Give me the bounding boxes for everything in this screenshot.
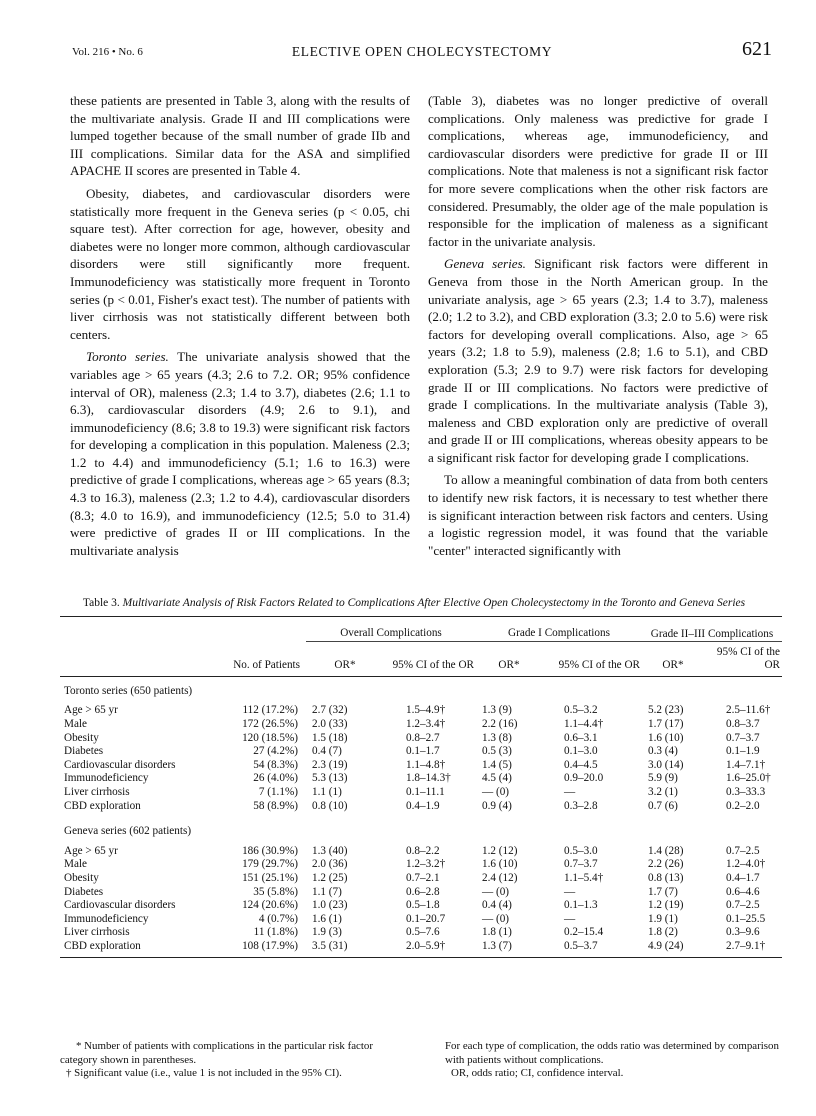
odds-ratio-cell: 0.5 (3): [482, 745, 512, 758]
col-header-or: OR*: [334, 659, 356, 672]
odds-ratio-cell: 0.8 (10): [312, 799, 348, 812]
odds-ratio-cell: 4.9 (24): [648, 939, 684, 952]
patients-cell: 179 (29.7%): [242, 858, 298, 871]
odds-ratio-cell: 2.2 (26): [648, 858, 684, 871]
risk-factor: Age > 65 yr: [64, 844, 118, 857]
ci-cell: 0.1–1.3: [564, 899, 598, 912]
ci-cell: —: [564, 885, 576, 898]
ci-cell: 1.2–4.0†: [726, 858, 766, 871]
patients-cell: 35 (5.8%): [253, 885, 298, 898]
col-header-patients: No. of Patients: [233, 659, 300, 672]
risk-factor: Diabetes: [64, 745, 104, 758]
paragraph-body: The univariate analysis showed that the variables age > 65 years (4.3; 2.6 to 7.2. OR; 95% confidence interval of OR), maleness (2.3; 1.4 to 3.7), diabetes (2.6; 1.1 to 6.3), cardiovascular disorders (4.9; 2.6 to 9.1), and immunodeficiency (8.6; 3.8 to 19.3) were significant risk factors for developing a complication in this population. Maleness (2.3; 1.2 to 4.4) and immunodeficiency (5.1; 1.6 to 16.3) were predictive of grade I complications, whereas age > 65 years (8.3; 4.3 to 16.3), maleness (2.3; 1.2 to 4.4), cardiovascular disorders (8.3; 4.0 to 16.9), and immunodeficiency (12.5; 5.0 to 31.4) were predictive of grades II or III complications. In the multivariate analysis: [70, 349, 411, 558]
ci-cell: 0.9–20.0: [564, 772, 604, 785]
ci-cell: 0.1–20.7: [406, 912, 446, 925]
ci-cell: 0.5–3.2: [564, 704, 598, 717]
patients-cell: 108 (17.9%): [242, 939, 298, 952]
ci-cell: 0.8–2.7: [406, 731, 440, 744]
table-caption-text: Multivariate Analysis of Risk Factors Related to Complications After Elective Open Cholecystectomy in the Toronto and Geneva Series: [122, 597, 746, 609]
odds-ratio-cell: 1.7 (17): [648, 717, 684, 730]
ci-cell: 0.3–2.8: [564, 799, 598, 812]
ci-cell: 0.1–3.0: [564, 745, 598, 758]
odds-ratio-cell: 1.9 (1): [648, 912, 678, 925]
ci-cell: 1.1–4.4†: [564, 717, 604, 730]
paragraph-lead: Toronto series.: [86, 349, 169, 365]
risk-factor: Male: [64, 717, 87, 730]
odds-ratio-cell: 3.2 (1): [648, 785, 678, 798]
odds-ratio-cell: 1.4 (5): [482, 758, 512, 771]
odds-ratio-cell: 1.9 (3): [312, 926, 342, 939]
table-row: [60, 704, 782, 718]
odds-ratio-cell: 5.2 (23): [648, 704, 684, 717]
left-text-column: [70, 92, 410, 559]
odds-ratio-cell: 1.8 (2): [648, 926, 678, 939]
patients-cell: 26 (4.0%): [253, 772, 298, 785]
paragraph: these patients are presented in Table 3, along with the results of the multivariate analysis. Grade II and III complications were lumped together because of the small number of grade IIb and III complications. Similar data for the ASA and simplified APACHE II scores are presented in Table 4.: [70, 93, 410, 179]
ci-cell: 0.4–4.5: [564, 758, 598, 771]
col-header-ci: 95% CI of the OR: [558, 659, 640, 672]
odds-ratio-cell: 5.9 (9): [648, 772, 678, 785]
ci-cell: 0.1–25.5: [726, 912, 766, 925]
odds-ratio-cell: 1.0 (23): [312, 899, 348, 912]
ci-cell: 0.2–15.4: [564, 926, 604, 939]
odds-ratio-cell: 0.7 (6): [648, 799, 678, 812]
odds-ratio-cell: — (0): [482, 885, 510, 898]
ci-cell: 0.6–4.6: [726, 885, 760, 898]
ci-cell: 0.3–9.6: [726, 926, 760, 939]
right-text-column: [428, 92, 768, 559]
ci-cell: 0.5–7.6: [406, 926, 440, 939]
ci-cell: —: [564, 785, 576, 798]
odds-ratio-cell: 1.3 (7): [482, 939, 512, 952]
table-row: [60, 926, 782, 940]
paragraph-lead: Geneva series.: [444, 256, 526, 272]
ci-cell: 0.8–3.7: [726, 717, 760, 730]
odds-ratio-cell: 1.2 (19): [648, 899, 684, 912]
table-row: [60, 940, 782, 954]
odds-ratio-cell: 2.0 (36): [312, 858, 348, 871]
odds-ratio-cell: 4.5 (4): [482, 772, 512, 785]
table-label: Table 3.: [82, 597, 120, 609]
ci-cell: 0.4–1.9: [406, 799, 440, 812]
paragraph-toronto-series: [70, 348, 410, 559]
patients-cell: 151 (25.1%): [242, 871, 298, 884]
risk-factor: Immunodeficiency: [64, 772, 149, 785]
ci-cell: 0.8–2.2: [406, 844, 440, 857]
patients-cell: 186 (30.9%): [242, 844, 298, 857]
patients-cell: 11 (1.8%): [253, 926, 298, 939]
ci-cell: 1.8–14.3†: [406, 772, 451, 785]
footnote: For each type of complication, the odds ratio was determined by comparison with patients without complications.: [445, 1040, 779, 1066]
odds-ratio-cell: 1.2 (25): [312, 871, 348, 884]
table-caption: [44, 597, 784, 609]
risk-factor: Obesity: [64, 871, 99, 884]
running-header: [72, 38, 772, 68]
ci-cell: 0.4–1.7: [726, 871, 760, 884]
odds-ratio-cell: — (0): [482, 912, 510, 925]
odds-ratio-cell: 2.0 (33): [312, 717, 348, 730]
footnotes-left: [60, 1040, 405, 1081]
footnote: † Significant value (i.e., value 1 is not included in the 95% CI).: [66, 1067, 342, 1079]
paragraph-geneva-series: [428, 255, 768, 466]
footnote: * Number of patients with complications in the particular risk factor category shown in parentheses.: [60, 1040, 373, 1066]
odds-ratio-cell: 1.2 (12): [482, 844, 518, 857]
risk-factor: Age > 65 yr: [64, 704, 118, 717]
patients-cell: 54 (8.3%): [253, 758, 298, 771]
odds-ratio-cell: 1.6 (1): [312, 912, 342, 925]
ci-cell: 0.1–1.7: [406, 745, 440, 758]
table-row: [60, 913, 782, 927]
patients-cell: 4 (0.7%): [258, 912, 298, 925]
risk-factor: Liver cirrhosis: [64, 926, 130, 939]
odds-ratio-cell: 1.3 (8): [482, 731, 512, 744]
risk-factor: Obesity: [64, 731, 99, 744]
page-number: 621: [742, 38, 772, 60]
patients-cell: 124 (20.6%): [242, 899, 298, 912]
odds-ratio-cell: 1.3 (9): [482, 704, 512, 717]
paragraph: Obesity, diabetes, and cardiovascular disorders were statistically more frequent in the Geneva series (p < 0.05, chi square test). After correction for age, however, obesity and diabetes were no longer more common, although cardiovascular disorders were still significantly more frequent. Immunodeficiency was statistically more frequent in Toronto series (p < 0.01, Fisher's exact test). The number of patients with liver cirrhosis was not statistically different between both centers.: [70, 185, 410, 342]
patients-cell: 27 (4.2%): [253, 745, 298, 758]
table-row: [60, 786, 782, 800]
odds-ratio-cell: 1.1 (1): [312, 785, 342, 798]
ci-cell: 0.6–2.8: [406, 885, 440, 898]
running-title: ELECTIVE OPEN CHOLECYSTECTOMY: [291, 44, 553, 59]
group-header-overall: Overall Complications: [306, 619, 476, 641]
risk-factor: CBD exploration: [64, 799, 141, 812]
ci-cell: 1.5–4.9†: [406, 704, 446, 717]
risk-factor: Cardiovascular disorders: [64, 899, 176, 912]
ci-cell: 2.7–9.1†: [726, 939, 766, 952]
odds-ratio-cell: 1.8 (1): [482, 926, 512, 939]
col-header-ci: 95% CI of the OR: [716, 645, 780, 672]
odds-ratio-cell: 3.0 (14): [648, 758, 684, 771]
odds-ratio-cell: 0.9 (4): [482, 799, 512, 812]
section-row: [60, 683, 782, 705]
ci-cell: 0.1–11.1: [406, 785, 445, 798]
odds-ratio-cell: 0.4 (4): [482, 899, 512, 912]
table-row: [60, 772, 782, 786]
section-title: Geneva series (602 patients): [64, 825, 192, 838]
patients-cell: 7 (1.1%): [258, 785, 298, 798]
odds-ratio-cell: 1.1 (7): [312, 885, 342, 898]
ci-cell: 0.7–3.7: [564, 858, 598, 871]
table-row: [60, 800, 782, 814]
ci-cell: 0.7–3.7: [726, 731, 760, 744]
risk-factor: Cardiovascular disorders: [64, 758, 176, 771]
odds-ratio-cell: — (0): [482, 785, 510, 798]
odds-ratio-cell: 2.2 (16): [482, 717, 518, 730]
ci-cell: 0.5–3.7: [564, 939, 598, 952]
col-header-or: OR*: [662, 659, 684, 672]
ci-cell: 0.6–3.1: [564, 731, 598, 744]
odds-ratio-cell: 2.7 (32): [312, 704, 348, 717]
ci-cell: 0.1–1.9: [726, 745, 760, 758]
footnote: OR, odds ratio; CI, confidence interval.: [451, 1067, 624, 1079]
ci-cell: 0.7–2.1: [406, 871, 440, 884]
table-row: [60, 718, 782, 732]
patients-cell: 58 (8.9%): [253, 799, 298, 812]
patients-cell: 112 (17.2%): [242, 704, 298, 717]
col-header-ci: 95% CI of the OR: [392, 659, 474, 672]
odds-ratio-cell: 0.8 (13): [648, 871, 684, 884]
odds-ratio-cell: 5.3 (13): [312, 772, 348, 785]
ci-cell: 0.5–1.8: [406, 899, 440, 912]
table-row: [60, 899, 782, 913]
ci-cell: 1.2–3.2†: [406, 858, 446, 871]
section-title: Toronto series (650 patients): [64, 684, 193, 697]
odds-ratio-cell: 2.3 (19): [312, 758, 348, 771]
paragraph: (Table 3), diabetes was no longer predictive of overall complications. Only maleness was predictive for grade I complications, whereas age, immunodeficiency, and cardiovascular disorders were predictive for grade II or III complications. Note that maleness is not a significant risk factor for more severe complications when the other risk factors are considered. Presumably, the older age of the male population is responsible for the implication of maleness as a significant factor in the univariate analysis.: [428, 93, 768, 249]
section-row: [60, 823, 782, 845]
table-row: [60, 858, 782, 872]
table-row: [60, 886, 782, 900]
col-header-or: OR*: [498, 659, 520, 672]
group-header-grade-1: Grade I Complications: [476, 619, 642, 641]
ci-cell: 0.7–2.5: [726, 899, 760, 912]
table-row: [60, 732, 782, 746]
odds-ratio-cell: 1.4 (28): [648, 844, 684, 857]
odds-ratio-cell: 2.4 (12): [482, 871, 518, 884]
risk-factor: Male: [64, 858, 87, 871]
odds-ratio-cell: 1.7 (7): [648, 885, 678, 898]
ci-cell: —: [564, 912, 576, 925]
odds-ratio-cell: 1.6 (10): [648, 731, 684, 744]
odds-ratio-cell: 1.6 (10): [482, 858, 518, 871]
group-header-grade-2-3: Grade II–III Complications: [642, 619, 782, 641]
table-3: [60, 616, 782, 958]
odds-ratio-cell: 1.3 (40): [312, 844, 348, 857]
ci-cell: 1.1–4.8†: [406, 758, 446, 771]
odds-ratio-cell: 1.5 (18): [312, 731, 348, 744]
risk-factor: CBD exploration: [64, 939, 141, 952]
ci-cell: 1.4–7.1†: [726, 758, 766, 771]
ci-cell: 0.5–3.0: [564, 844, 598, 857]
table-row: [60, 745, 782, 759]
paragraph-body: Significant risk factors were different in Geneva from those in the North American group. In the univariate analysis, age > 65 years (2.3; 1.4 to 3.7), maleness (2.0; 1.2 to 3.2), and CBD exploration (3.3; 2.0 to 5.6) were risk factors for developing overall complications. Also, age > 65 years (3.2; 1.8 to 5.9), maleness (2.8; 1.6 to 5.1), and CBD exploration (5.3; 2.9 to 9.7) were risk factors for developing grade II or III complications. No factors were predictive of grade I complications. In the multivariate analysis (Table 3), maleness and CBD exploration only are predictive of overall and grade II or III complications, whereas obesity appears to be a significant risk factor for developing grade I complications.: [428, 256, 768, 465]
table-row: [60, 872, 782, 886]
odds-ratio-cell: 0.4 (7): [312, 745, 342, 758]
ci-cell: 1.6–25.0†: [726, 772, 771, 785]
volume-issue: Vol. 216 • No. 6: [72, 46, 143, 58]
risk-factor: Immunodeficiency: [64, 912, 149, 925]
patients-cell: 120 (18.5%): [242, 731, 298, 744]
odds-ratio-cell: 0.3 (4): [648, 745, 678, 758]
table-row: [60, 845, 782, 859]
patients-cell: 172 (26.5%): [242, 717, 298, 730]
paragraph: To allow a meaningful combination of data from both centers to identify new risk factors, it is necessary to test whether there is significant interaction between risk factors and centers. Using a logistic regression model, it was found that the variable "center" interacted significantly with: [428, 472, 768, 558]
ci-cell: 2.5–11.6†: [726, 704, 771, 717]
ci-cell: 2.0–5.9†: [406, 939, 446, 952]
risk-factor: Diabetes: [64, 885, 104, 898]
table-row: [60, 759, 782, 773]
ci-cell: 1.2–3.4†: [406, 717, 446, 730]
ci-cell: 0.7–2.5: [726, 844, 760, 857]
risk-factor: Liver cirrhosis: [64, 785, 130, 798]
ci-cell: 0.2–2.0: [726, 799, 760, 812]
footnotes-right: [445, 1040, 780, 1081]
ci-cell: 1.1–5.4†: [564, 871, 604, 884]
ci-cell: 0.3–33.3: [726, 785, 766, 798]
odds-ratio-cell: 3.5 (31): [312, 939, 348, 952]
